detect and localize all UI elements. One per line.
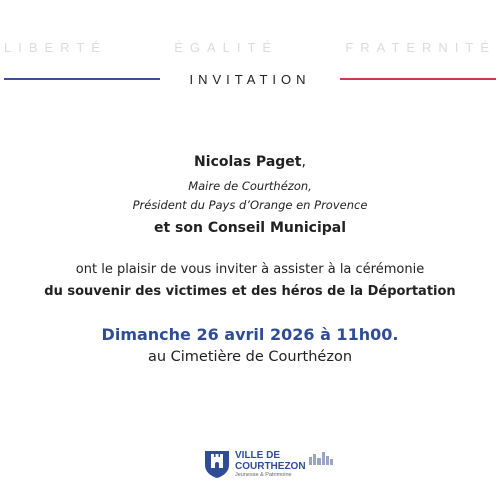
host-name-comma: , bbox=[301, 154, 306, 170]
event-location: au Cimetière de Courthézon bbox=[147, 349, 353, 365]
divider-blue bbox=[4, 78, 160, 80]
motto-liberte: LIBERTÉ bbox=[4, 40, 107, 55]
town-skyline-icon bbox=[308, 451, 334, 465]
host-name: Nicolas Paget bbox=[194, 154, 302, 170]
logo-line2: COURTHEZON bbox=[235, 460, 306, 472]
logo-tagline: Jeunesse & Patrimoine bbox=[235, 471, 292, 478]
host-name-line bbox=[0, 154, 500, 170]
host-council: et son Conseil Municipal bbox=[153, 220, 347, 236]
motto-egalite: ÉGALITÉ bbox=[174, 40, 279, 55]
event-date: Dimanche 26 avril 2026 à 11h00. bbox=[101, 325, 399, 344]
invitation-header bbox=[0, 69, 500, 89]
motto-fraternite: FRATERNITÉ bbox=[345, 40, 496, 55]
invitation-title: INVITATION bbox=[189, 71, 311, 87]
town-logo-text bbox=[235, 450, 306, 479]
host-titles bbox=[0, 177, 500, 215]
town-shield-icon bbox=[203, 449, 231, 479]
town-logo bbox=[203, 449, 334, 479]
host-title-mayor: Maire de Courthézon, bbox=[188, 179, 312, 193]
divider-red bbox=[340, 78, 496, 80]
message-line2: du souvenir des victimes et des héros de la Déportation bbox=[44, 284, 456, 299]
motto bbox=[0, 40, 500, 55]
logo-line1: VILLE DE bbox=[235, 449, 281, 461]
message-line1: ont le plaisir de vous inviter à assister à la cérémonie bbox=[75, 262, 425, 277]
host-title-president: Président du Pays d’Orange en Provence bbox=[132, 198, 368, 212]
